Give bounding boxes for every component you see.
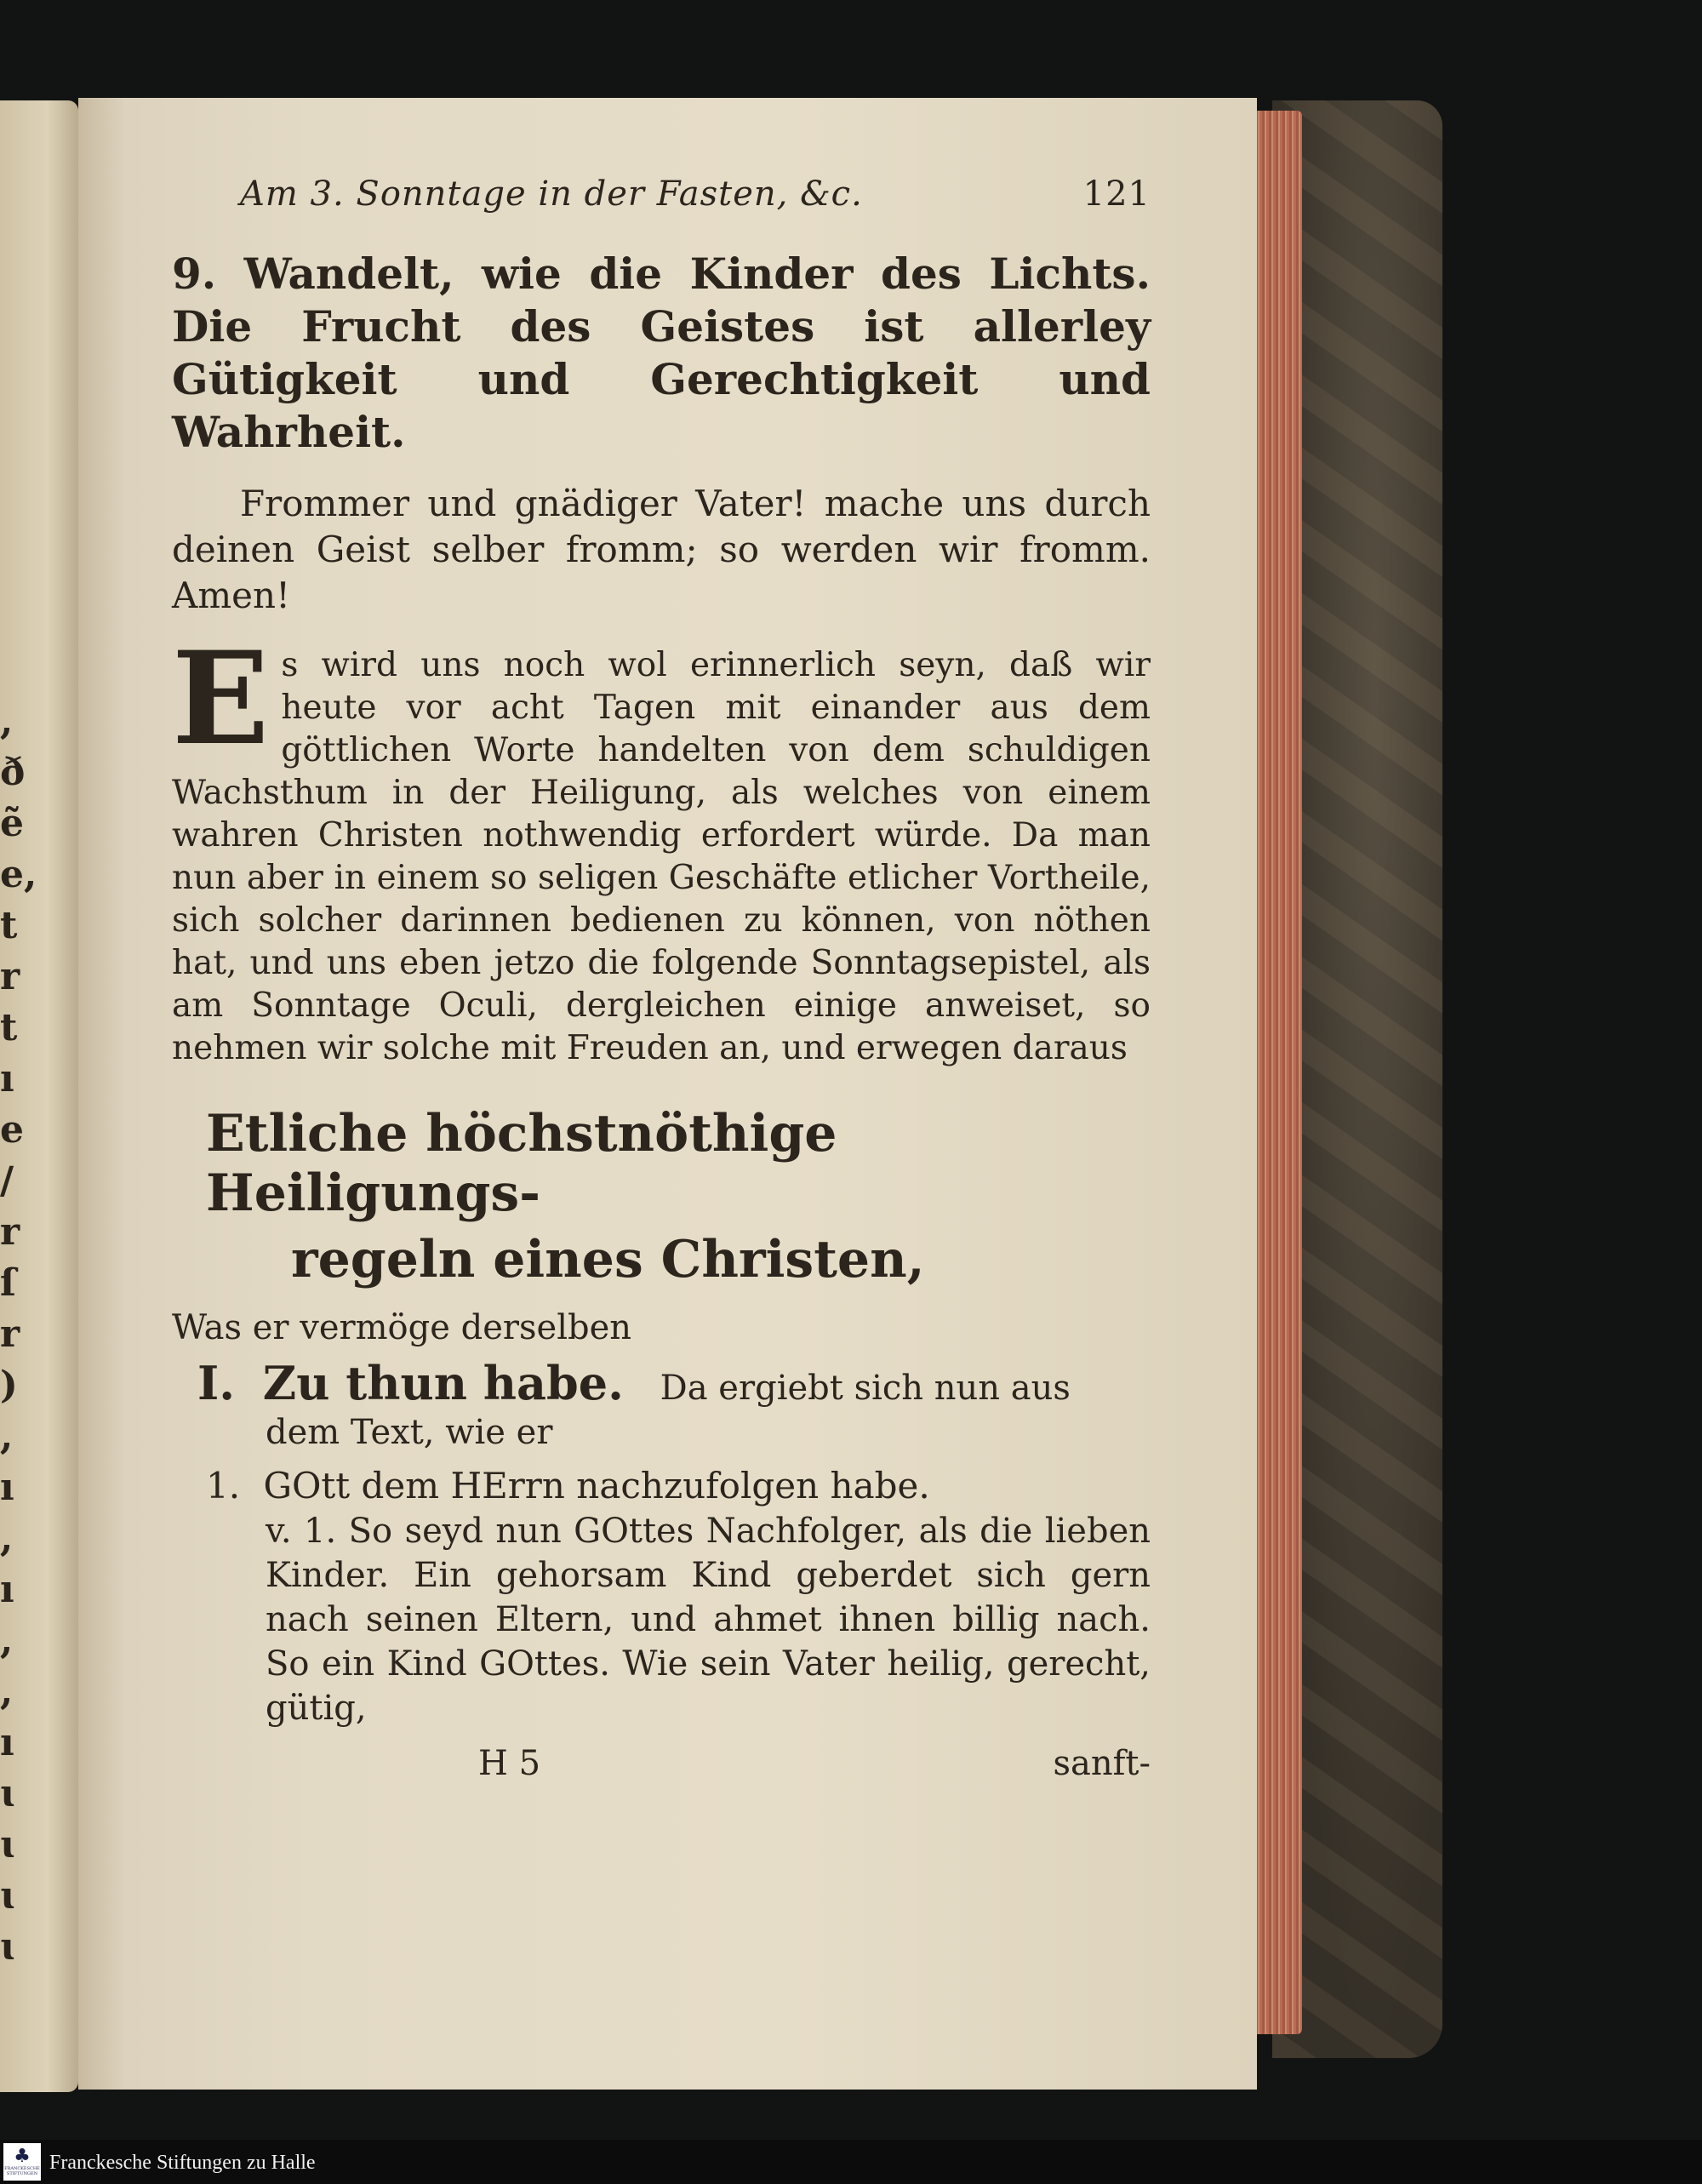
left-page-fragment: / (0, 1159, 14, 1203)
section-subheading: regeln eines Christen, (291, 1230, 925, 1289)
left-page-fragment: , (0, 1415, 14, 1458)
page-footer (172, 1744, 1151, 1783)
left-page-fragment: ı (0, 1568, 14, 1611)
left-page-fragment: , (0, 1670, 14, 1713)
part-number: I. (197, 1356, 236, 1410)
running-title: Am 3. Sonntage in der Fasten, &c. (240, 174, 863, 214)
point-title: GOtt dem HErrn nachzufolgen habe. (263, 1465, 930, 1507)
prayer: Frommer und gnädiger Vater! mache uns durch deinen Geist selber fromm; so werden wir fromm. Amen! (172, 483, 1151, 616)
drop-cap: E (172, 624, 270, 774)
left-page-fragment: ı (0, 1466, 14, 1509)
running-head (172, 174, 1151, 214)
point-body: v. 1. So seyd nun GOttes Nachfolger, als die lieben Kinder. Ein gehorsam Kind geberdet sich gern nach seinen Eltern, und ahmet ihnen billig nach. So ein Kind GOttes. Wie sein Vater heilig, gerecht, gütig, (266, 1512, 1151, 1728)
archive-logo (3, 2143, 41, 2181)
signature-mark: H 5 (478, 1744, 541, 1783)
point-one (172, 1463, 1151, 1509)
bible-verse: 9. Wandelt, wie die Kinder des Lichts. Die Frucht des Geistes ist allerley Gütigkeit und Gerechtigkeit und Wahrheit. (172, 249, 1151, 457)
logo-text-1: FRANCKESCHE (4, 2166, 40, 2171)
left-page-fragments (0, 696, 37, 1973)
left-page-fragment: t (0, 904, 18, 947)
page-text (172, 174, 1151, 1783)
catchword: sanft- (1053, 1744, 1151, 1783)
left-page-fragment: ɩ (0, 1925, 14, 1969)
tree-icon: ♣ (14, 2146, 31, 2167)
part-title: Zu thun habe. (262, 1356, 624, 1410)
part-continuation: dem Text, wie er (266, 1413, 553, 1452)
lead-line: Was er vermöge derselben (172, 1308, 632, 1347)
left-page-fragment: t (0, 1006, 18, 1049)
part-text: Da ergiebt sich nun aus (660, 1369, 1071, 1408)
left-page-fragment: ſ (0, 1261, 16, 1305)
left-page-fragment: r (0, 1210, 20, 1254)
intro-text: s wird uns noch wol erinnerlich seyn, daß wir heute vor acht Tagen mit einander aus dem göttlichen Worte handelten von dem schuldigen Wachsthum in der Heiligung, als welches von einem wahren Christen nothwendig erfordert würde. Da man nun aber in einem so seligen Geschäfte etlicher Vortheile, sich solcher darinnen bedienen zu können, von nöthen hat, und uns eben jetzo die folgende Sonntagsepistel, als am Sonntage Oculi, dergleichen einige anweiset, so nehmen wir solche mit Freuden an, und erwegen daraus (172, 646, 1151, 1067)
logo-text-2: STIFTUNGEN (6, 2171, 38, 2176)
left-page-fragment: ) (0, 1364, 18, 1407)
left-page-fragment: , (0, 1619, 14, 1662)
left-page-fragment: e (0, 1108, 24, 1152)
left-page-fragment: e, (0, 853, 37, 896)
page-number: 121 (1082, 174, 1151, 214)
left-page-fragment: ı (0, 1721, 14, 1764)
point-number: 1. (206, 1465, 241, 1507)
book-page (78, 98, 1257, 2090)
left-page-fragment: ɩ (0, 1772, 14, 1815)
left-page-fragment: ẽ (0, 802, 24, 845)
left-page-fragment: ı (0, 1057, 14, 1101)
left-page-fragment: r (0, 1312, 20, 1356)
part-one (172, 1356, 1151, 1410)
left-page-fragment: , (0, 1517, 14, 1560)
left-page-fragment: ð (0, 751, 26, 794)
intro-paragraph (172, 624, 1151, 1070)
left-page-fragment: ɩ (0, 1874, 14, 1918)
archive-owner: Franckesche Stiftungen zu Halle (49, 2152, 316, 2174)
left-facing-page (0, 100, 78, 2092)
left-page-fragment: , (0, 700, 14, 743)
left-page-fragment: ɩ (0, 1823, 14, 1867)
left-page-fragment: r (0, 955, 20, 998)
section-heading: Etliche höchstnöthige Heiligungs- (206, 1104, 837, 1223)
